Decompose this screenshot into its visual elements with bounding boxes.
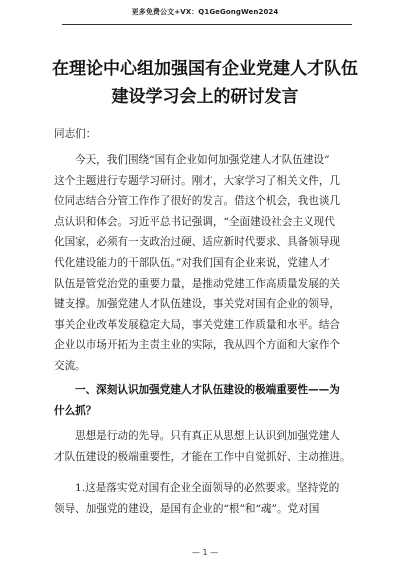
section-heading-line: 一、深刻认识加强党建人才队伍建设的极端重要性——为 [75,384,340,396]
greeting: 同志们： [54,128,97,140]
section-paragraph [54,426,358,467]
paragraph-line: 代化建设能力的干部队伍。”对我们国有企业来说，党建人才 [54,256,330,269]
section-heading [54,380,358,422]
document-title [30,55,380,111]
title-line-2: 建设学习会上的研讨发言 [111,87,299,107]
paragraph-line: 今天，我们围绕“国有企业如何加强党建人才队伍建设” [75,154,330,166]
paragraph-line: 才队伍建设的极端重要性，才能在工作中自觉抓好、主动推进。 [54,450,351,463]
paragraph-line: 领导、加强党的建设，是国有企业的“根”和“魂”。党对国 [54,502,320,515]
paragraph-line: 思想是行动的先导。只有真正从思想上认识到加强党建人 [75,430,340,442]
paragraph-line: 化国家，必须有一支政治过硬、适应新时代要求、具备领导现 [54,236,341,249]
paragraph-line: 1.这是落实党对国有企业全面领导的必然要求。坚持党的 [75,482,340,494]
paragraph-line: 交流。 [54,359,86,372]
paragraph-line: 位同志结合分管工作作了很好的发言。借这个机会，我也谈几 [54,195,341,208]
header-banner: 更多免费公文+VX：Q1GeGongWen2024 [131,8,279,16]
paragraph-line: 队伍是管党治党的重要力量，是推动党建工作高质量发展的关 [54,277,341,290]
paragraph-line: 点认识和体会。习近平总书记强调，“全面建设社会主义现代 [54,215,335,228]
intro-paragraph [54,150,358,377]
paragraph-line: 企业以市场开拓为主责主业的实际，我从四个方面和大家作个 [54,339,341,352]
section-paragraph [54,478,358,519]
paragraph-line: 事关企业改革发展稳定大局，事关党建工作质量和水平。结合 [54,318,341,331]
paragraph-line: 键支撑。加强党建人才队伍建设，事关党对国有企业的领导， [54,298,341,311]
page-number: — 1 — [191,548,219,557]
title-line-1: 在理论中心组加强国有企业党建人才队伍 [52,59,358,79]
header-divider [62,24,352,25]
section-heading-line: 什么抓？ [54,405,97,417]
paragraph-line: 这个主题进行专题学习研讨。刚才，大家学习了相关文件，几 [54,174,341,187]
